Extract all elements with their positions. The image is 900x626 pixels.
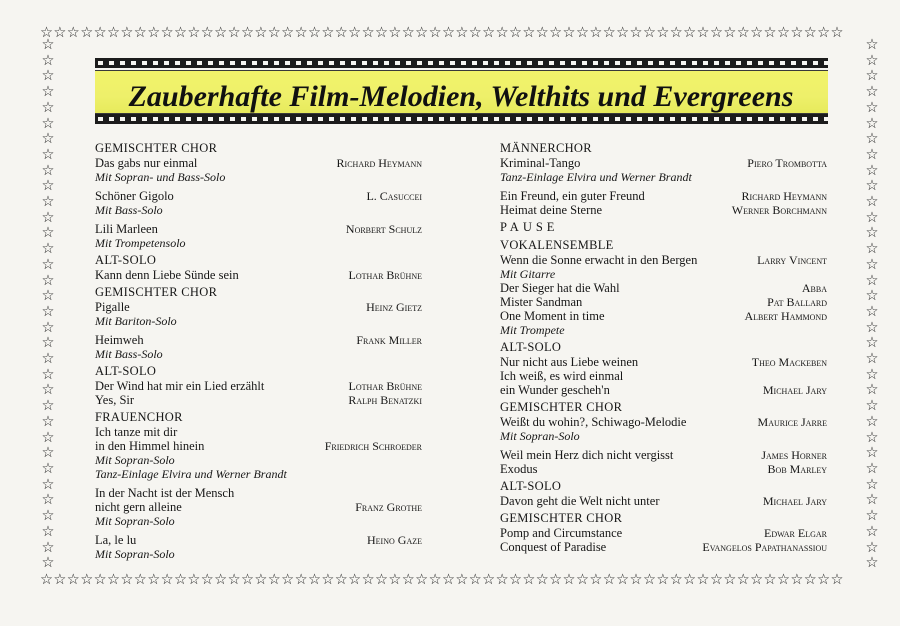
program-entry bbox=[500, 383, 827, 397]
composer-name: Piero Trombotta bbox=[747, 156, 827, 170]
program-entry bbox=[500, 309, 827, 323]
song-title: Wenn die Sonne erwacht in den Bergen bbox=[500, 253, 698, 267]
song-title: ein Wunder gescheh'n bbox=[500, 383, 610, 397]
song-title: Exodus bbox=[500, 462, 538, 476]
song-title: Kriminal-Tango bbox=[500, 156, 581, 170]
song-title: Yes, Sir bbox=[95, 393, 135, 407]
program-entry bbox=[95, 333, 422, 347]
program-entry bbox=[500, 295, 827, 309]
program-entry bbox=[95, 393, 422, 407]
song-title: One Moment in time bbox=[500, 309, 605, 323]
page-title: Zauberhafte Film-Melodien, Welthits und Evergreens bbox=[128, 80, 794, 113]
song-title: Weißt du wohin?, Schiwago-Melodie bbox=[500, 415, 687, 429]
composer-name: Pat Ballard bbox=[767, 295, 827, 309]
song-title: Heimat deine Sterne bbox=[500, 203, 603, 217]
program-column-right bbox=[500, 138, 827, 554]
star-border-left: ☆☆☆☆☆☆☆☆☆☆☆☆☆☆☆☆☆☆☆☆☆☆☆☆☆☆☆☆☆☆☆☆☆☆ bbox=[41, 38, 55, 572]
composer-name: Richard Heymann bbox=[336, 156, 422, 170]
composer-name: Lothar Brühne bbox=[348, 268, 422, 282]
title-band bbox=[95, 70, 828, 114]
composer-name: Heino Gaze bbox=[367, 533, 422, 547]
performance-note: Mit Bariton-Solo bbox=[95, 314, 177, 328]
composer-name: Albert Hammond bbox=[744, 309, 827, 323]
song-title: Conquest of Paradise bbox=[500, 540, 607, 554]
program-entry bbox=[500, 203, 827, 217]
star-border-right: ☆☆☆☆☆☆☆☆☆☆☆☆☆☆☆☆☆☆☆☆☆☆☆☆☆☆☆☆☆☆☆☆☆☆ bbox=[865, 38, 879, 572]
song-title: Ich weiß, es wird einmal bbox=[500, 369, 624, 383]
program-entry bbox=[95, 500, 422, 514]
program-entry bbox=[500, 189, 827, 203]
performance-note: Tanz-Einlage Elvira und Werner Brandt bbox=[95, 467, 287, 481]
program-entry bbox=[95, 486, 422, 500]
program-entry bbox=[95, 425, 422, 439]
song-title: Das gabs nur einmal bbox=[95, 156, 198, 170]
performance-note: Mit Sopran-Solo bbox=[500, 429, 580, 443]
composer-name: Abba bbox=[801, 281, 827, 295]
program-entry bbox=[95, 189, 422, 203]
song-title: La, le lu bbox=[95, 533, 137, 547]
section-heading: ALT-SOLO bbox=[95, 364, 157, 378]
program-entry bbox=[500, 526, 827, 540]
program-entry bbox=[500, 369, 827, 383]
composer-name: Evangelos Papathanassiou bbox=[702, 540, 827, 554]
composer-name: Maurice Jarre bbox=[757, 415, 827, 429]
section-heading: GEMISCHTER CHOR bbox=[500, 400, 623, 414]
performance-note: Mit Sopran-Solo bbox=[95, 547, 175, 561]
song-title: Nur nicht aus Liebe weinen bbox=[500, 355, 639, 369]
composer-name: Michael Jary bbox=[762, 494, 827, 508]
song-title: Mister Sandman bbox=[500, 295, 583, 309]
composer-name: Ralph Benatzki bbox=[348, 393, 422, 407]
section-heading: ALT-SOLO bbox=[500, 479, 562, 493]
section-heading: GEMISCHTER CHOR bbox=[95, 141, 218, 155]
composer-name: Heinz Gietz bbox=[366, 300, 422, 314]
section-heading: GEMISCHTER CHOR bbox=[95, 285, 218, 299]
performance-note: Mit Sopran-Solo bbox=[95, 453, 175, 467]
section-heading: GEMISCHTER CHOR bbox=[500, 511, 623, 525]
composer-name: Norbert Schulz bbox=[345, 222, 422, 236]
film-sprockets-top bbox=[95, 58, 828, 68]
song-title: Der Sieger hat die Wahl bbox=[500, 281, 620, 295]
program-entry bbox=[95, 300, 422, 314]
program-entry bbox=[95, 222, 422, 236]
performance-note: Mit Trompete bbox=[500, 323, 565, 337]
song-title: Weil mein Herz dich nicht vergisst bbox=[500, 448, 674, 462]
composer-name: Michael Jary bbox=[762, 383, 827, 397]
song-title: Ein Freund, ein guter Freund bbox=[500, 189, 645, 203]
song-title: Lili Marleen bbox=[95, 222, 158, 236]
composer-name: Werner Borchmann bbox=[731, 203, 827, 217]
star-border-top: ☆☆☆☆☆☆☆☆☆☆☆☆☆☆☆☆☆☆☆☆☆☆☆☆☆☆☆☆☆☆☆☆☆☆☆☆☆☆☆☆☆☆☆☆☆☆☆☆☆☆☆☆☆☆☆☆☆☆☆☆ bbox=[40, 25, 844, 41]
program-entry bbox=[95, 268, 422, 282]
performance-note: Mit Gitarre bbox=[500, 267, 556, 281]
song-title: Der Wind hat mir ein Lied erzählt bbox=[95, 379, 265, 393]
composer-name: Lothar Brühne bbox=[348, 379, 422, 393]
composer-name: L. Casuccei bbox=[366, 189, 422, 203]
program-entry bbox=[500, 494, 827, 508]
star-border-bottom: ☆☆☆☆☆☆☆☆☆☆☆☆☆☆☆☆☆☆☆☆☆☆☆☆☆☆☆☆☆☆☆☆☆☆☆☆☆☆☆☆☆☆☆☆☆☆☆☆☆☆☆☆☆☆☆☆☆☆☆☆ bbox=[40, 572, 844, 588]
composer-name: Friedrich Schroeder bbox=[324, 439, 422, 453]
song-title: nicht gern alleine bbox=[95, 500, 182, 514]
composer-name: Frank Miller bbox=[356, 333, 422, 347]
composer-name: Richard Heymann bbox=[741, 189, 827, 203]
film-sprockets-bottom bbox=[95, 114, 828, 124]
performance-note: Mit Trompetensolo bbox=[95, 236, 186, 250]
performance-note: Mit Bass-Solo bbox=[95, 347, 163, 361]
song-title: In der Nacht ist der Mensch bbox=[95, 486, 235, 500]
section-heading: MÄNNERCHOR bbox=[500, 141, 592, 155]
composer-name: Edwar Elgar bbox=[764, 526, 827, 540]
program-entry bbox=[95, 533, 422, 547]
section-heading: ALT-SOLO bbox=[500, 340, 562, 354]
program-entry bbox=[95, 379, 422, 393]
composer-name: Larry Vincent bbox=[757, 253, 827, 267]
program-entry bbox=[500, 448, 827, 462]
program-entry bbox=[500, 281, 827, 295]
program-entry bbox=[95, 156, 422, 170]
song-title: Schöner Gigolo bbox=[95, 189, 174, 203]
composer-name: Franz Grothe bbox=[355, 500, 422, 514]
performance-note: Tanz-Einlage Elvira und Werner Brandt bbox=[500, 170, 692, 184]
composer-name: Bob Marley bbox=[767, 462, 827, 476]
film-strip-banner bbox=[95, 58, 828, 124]
composer-name: James Horner bbox=[761, 448, 827, 462]
program-entry bbox=[500, 415, 827, 429]
program-entry bbox=[500, 253, 827, 267]
section-heading: FRAUENCHOR bbox=[95, 410, 183, 424]
song-title: in den Himmel hinein bbox=[95, 439, 205, 453]
song-title: Pomp and Circumstance bbox=[500, 526, 623, 540]
program-entry bbox=[500, 355, 827, 369]
program-entry bbox=[500, 462, 827, 476]
section-heading: VOKALENSEMBLE bbox=[500, 238, 614, 252]
performance-note: Mit Bass-Solo bbox=[95, 203, 163, 217]
program-entry bbox=[500, 156, 827, 170]
performance-note: Mit Sopran- und Bass-Solo bbox=[95, 170, 226, 184]
pause-label: PAUSE bbox=[500, 220, 559, 234]
song-title: Ich tanze mit dir bbox=[95, 425, 178, 439]
program-entry bbox=[95, 439, 422, 453]
performance-note: Mit Sopran-Solo bbox=[95, 514, 175, 528]
section-heading: ALT-SOLO bbox=[95, 253, 157, 267]
composer-name: Theo Mackeben bbox=[751, 355, 827, 369]
program-entry bbox=[500, 540, 827, 554]
song-title: Pigalle bbox=[95, 300, 130, 314]
song-title: Heimweh bbox=[95, 333, 144, 347]
song-title: Kann denn Liebe Sünde sein bbox=[95, 268, 239, 282]
song-title: Davon geht die Welt nicht unter bbox=[500, 494, 660, 508]
program-column-left bbox=[95, 138, 422, 561]
